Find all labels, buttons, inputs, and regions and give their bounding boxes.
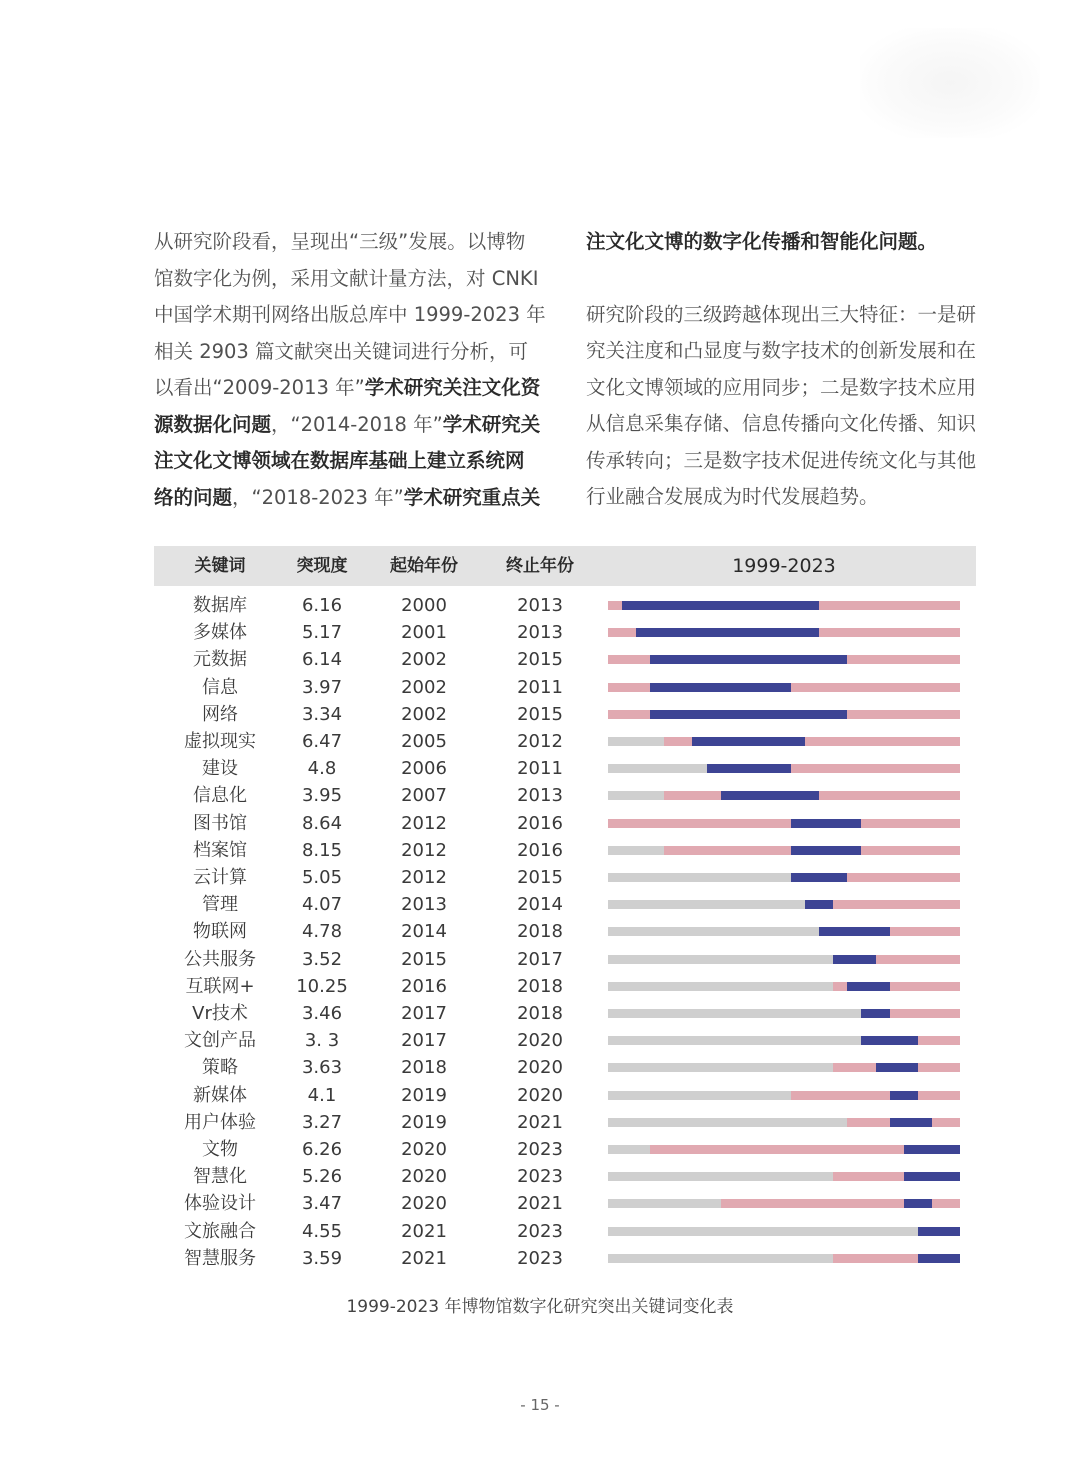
- left-line: [154, 407, 550, 444]
- table-row: [154, 1027, 976, 1054]
- end-year-cell: 2018: [517, 975, 563, 997]
- table-row: [154, 1245, 976, 1272]
- strength-cell: 6.47: [301, 731, 343, 752]
- strength-cell: 4.8: [307, 758, 337, 780]
- timeline-before-segment: [608, 1199, 721, 1208]
- timeline-active-segment: [890, 1009, 960, 1018]
- end-year-cell: 2015: [517, 867, 563, 888]
- keyword-cell: 信息化: [193, 785, 247, 807]
- end-year-cell: 2021: [517, 1111, 563, 1133]
- header-end-year: 终止年份: [506, 556, 574, 576]
- timeline-before-segment: [608, 1009, 861, 1018]
- timeline-active-segment: [664, 737, 692, 746]
- keyword-cell: 图书馆: [193, 812, 247, 834]
- right-bold-text: 注文化文博的数字化传播和智能化问题。: [586, 230, 938, 253]
- end-year-cell: 2016: [517, 812, 563, 834]
- burst-timeline-bar: [608, 1009, 960, 1018]
- burst-timeline-bar: [608, 955, 960, 964]
- end-year-cell: 2011: [517, 676, 563, 698]
- strength-cell: 5.26: [301, 1166, 343, 1188]
- burst-segment: [707, 764, 791, 773]
- end-year-cell: 2023: [517, 1166, 563, 1188]
- end-year-cell: 2023: [517, 1139, 563, 1160]
- timeline-active-segment: [805, 737, 960, 746]
- timeline-active-segment: [608, 628, 636, 637]
- timeline-active-segment: [833, 1172, 903, 1181]
- header-year-range: 1999-2023: [732, 555, 836, 577]
- strength-cell: 4.78: [301, 921, 343, 943]
- timeline-active-segment: [608, 710, 650, 719]
- strength-cell: 8.64: [301, 812, 343, 834]
- burst-timeline-bar: [608, 628, 960, 637]
- left-bold-text: 学术研究关: [442, 412, 541, 436]
- timeline-before-segment: [608, 1145, 650, 1154]
- corner-shade: [860, 28, 1040, 138]
- strength-cell: 10.25: [296, 975, 348, 997]
- strength-cell: 3.47: [301, 1193, 343, 1215]
- begin-year-cell: 2017: [401, 1003, 447, 1024]
- timeline-before-segment: [608, 955, 833, 964]
- strength-cell: 6.14: [301, 649, 343, 671]
- table-row: [154, 1082, 976, 1109]
- keyword-cell: 文旅融合: [184, 1220, 256, 1242]
- left-bold-text: 学术研究关注文化资: [364, 376, 541, 399]
- timeline-before-segment: [608, 846, 664, 855]
- table-row: [154, 1054, 976, 1081]
- burst-timeline-bar: [608, 683, 960, 692]
- burst-timeline-bar: [608, 764, 960, 773]
- begin-year-cell: 2012: [401, 812, 447, 834]
- burst-segment: [636, 628, 819, 637]
- left-line: 中国学术期刊网络出版总库中 1999-2023 年: [154, 303, 546, 326]
- timeline-before-segment: [608, 1118, 847, 1127]
- timeline-active-segment: [791, 683, 960, 692]
- timeline-active-segment: [608, 655, 650, 664]
- burst-segment: [904, 1145, 960, 1154]
- begin-year-cell: 2006: [401, 758, 447, 780]
- table-header: [154, 546, 976, 586]
- end-year-cell: 2011: [517, 758, 563, 780]
- table-row: [154, 1218, 976, 1245]
- left-bold-text: 注文化文博领域在数据库基础上建立系统网: [154, 449, 525, 472]
- timeline-before-segment: [608, 737, 664, 746]
- burst-timeline-bar: [608, 791, 960, 800]
- keyword-cell: 互联网+: [185, 975, 255, 997]
- strength-cell: 5.17: [301, 622, 343, 644]
- header-begin-year: 起始年份: [390, 556, 458, 576]
- burst-segment: [650, 655, 847, 664]
- keyword-cell: 体验设计: [184, 1193, 256, 1215]
- keyword-cell: 智慧服务: [184, 1247, 256, 1269]
- end-year-cell: 2013: [517, 595, 563, 616]
- burst-segment: [650, 710, 847, 719]
- table-row: [154, 973, 976, 1000]
- timeline-active-segment: [890, 927, 960, 936]
- timeline-active-segment: [876, 955, 960, 964]
- burst-timeline-bar: [608, 982, 960, 991]
- burst-segment: [791, 819, 861, 828]
- table-row: [154, 674, 976, 701]
- strength-cell: 3.95: [301, 785, 343, 807]
- begin-year-cell: 2016: [401, 975, 447, 997]
- end-year-cell: 2020: [517, 1057, 563, 1079]
- timeline-active-segment: [861, 819, 960, 828]
- left-text: ，“2014-2018 年”: [271, 412, 443, 436]
- begin-year-cell: 2012: [401, 867, 447, 888]
- keyword-cell: 文创产品: [184, 1030, 256, 1052]
- begin-year-cell: 2020: [401, 1139, 447, 1160]
- timeline-before-segment: [608, 927, 819, 936]
- burst-segment: [791, 873, 847, 882]
- keyword-cell: 多媒体: [193, 622, 247, 644]
- burst-timeline-bar: [608, 1199, 960, 1208]
- keyword-cell: 数据库: [193, 595, 247, 616]
- begin-year-cell: 2002: [401, 649, 447, 671]
- burst-timeline-bar: [608, 900, 960, 909]
- timeline-before-segment: [608, 982, 833, 991]
- burst-timeline-bar: [608, 655, 960, 664]
- burst-timeline-bar: [608, 873, 960, 882]
- end-year-cell: 2013: [517, 785, 563, 807]
- keyword-cell: 信息: [202, 676, 238, 698]
- begin-year-cell: 2021: [401, 1220, 447, 1242]
- burst-segment: [833, 955, 875, 964]
- burst-timeline-bar: [608, 1118, 960, 1127]
- burst-segment: [876, 1063, 918, 1072]
- timeline-active-segment: [819, 628, 960, 637]
- left-line: [154, 370, 550, 407]
- keyword-cell: 云计算: [193, 867, 247, 888]
- burst-timeline-bar: [608, 1172, 960, 1181]
- strength-cell: 3.46: [301, 1003, 343, 1024]
- burst-timeline-bar: [608, 819, 960, 828]
- keyword-cell: 公共服务: [184, 948, 256, 970]
- timeline-active-segment: [833, 1254, 917, 1263]
- header-strength: 突现度: [296, 556, 348, 576]
- burst-segment: [890, 1118, 932, 1127]
- burst-segment: [918, 1227, 960, 1236]
- timeline-active-segment: [918, 1036, 960, 1045]
- begin-year-cell: 2007: [401, 785, 447, 807]
- right-text-column: [586, 224, 982, 516]
- keyword-cell: 用户体验: [184, 1111, 256, 1133]
- left-line: [154, 480, 550, 517]
- begin-year-cell: 2013: [401, 894, 447, 916]
- strength-cell: 5.05: [301, 867, 343, 888]
- begin-year-cell: 2018: [401, 1057, 447, 1079]
- table-row: [154, 891, 976, 918]
- page-number: - 15 -: [520, 1396, 560, 1414]
- burst-segment: [622, 601, 819, 610]
- timeline-before-segment: [608, 873, 791, 882]
- table-row: [154, 837, 976, 864]
- left-bold-text: 源数据化问题: [154, 412, 272, 436]
- begin-year-cell: 2005: [401, 731, 447, 752]
- strength-cell: 6.16: [301, 595, 343, 616]
- left-line: 从研究阶段看，呈现出“三级”发展。以博物: [154, 230, 526, 253]
- begin-year-cell: 2001: [401, 622, 447, 644]
- keyword-cell: 虚拟现实: [184, 731, 256, 752]
- burst-timeline-bar: [608, 1145, 960, 1154]
- begin-year-cell: 2000: [401, 595, 447, 616]
- table-row: [154, 782, 976, 809]
- burst-segment: [847, 982, 889, 991]
- burst-segment: [721, 791, 820, 800]
- burst-timeline-bar: [608, 710, 960, 719]
- burst-timeline-bar: [608, 601, 960, 610]
- end-year-cell: 2023: [517, 1247, 563, 1269]
- right-line: [586, 224, 982, 261]
- strength-cell: 3.97: [301, 676, 343, 698]
- strength-cell: 3.63: [301, 1057, 343, 1079]
- keyword-cell: 智慧化: [193, 1166, 247, 1188]
- begin-year-cell: 2014: [401, 921, 447, 943]
- end-year-cell: 2020: [517, 1084, 563, 1106]
- keyword-cell: 档案馆: [193, 839, 247, 861]
- timeline-active-segment: [847, 710, 960, 719]
- keyword-cell: 元数据: [193, 649, 247, 671]
- left-bold-text: 络的问题: [154, 485, 233, 509]
- table-row: [154, 1109, 976, 1136]
- table-row: [154, 592, 976, 619]
- keyword-cell: 物联网: [193, 921, 247, 943]
- timeline-active-segment: [721, 1199, 904, 1208]
- begin-year-cell: 2021: [401, 1247, 447, 1269]
- burst-timeline-bar: [608, 846, 960, 855]
- timeline-active-segment: [861, 846, 960, 855]
- end-year-cell: 2018: [517, 921, 563, 943]
- end-year-cell: 2014: [517, 894, 563, 916]
- strength-cell: 3.52: [301, 948, 343, 970]
- end-year-cell: 2021: [517, 1193, 563, 1215]
- burst-timeline-bar: [608, 1227, 960, 1236]
- burst-segment: [918, 1254, 960, 1263]
- begin-year-cell: 2012: [401, 839, 447, 861]
- keyword-burst-table: [154, 546, 976, 1276]
- begin-year-cell: 2002: [401, 676, 447, 698]
- begin-year-cell: 2020: [401, 1193, 447, 1215]
- left-bold-text: 学术研究重点关: [403, 485, 541, 509]
- timeline-active-segment: [608, 683, 650, 692]
- timeline-before-segment: [608, 1172, 833, 1181]
- strength-cell: 4.55: [301, 1220, 343, 1242]
- table-caption: 1999-2023 年博物馆数字化研究突出关键词变化表: [346, 1297, 734, 1317]
- strength-cell: 3.59: [301, 1247, 343, 1269]
- timeline-active-segment: [819, 791, 960, 800]
- table-row: [154, 810, 976, 837]
- table-row: [154, 1136, 976, 1163]
- burst-timeline-bar: [608, 927, 960, 936]
- table-row: [154, 1163, 976, 1190]
- left-line: 馆数字化为例，采用文献计量方法，对 CNKI: [154, 266, 539, 290]
- table-row: [154, 728, 976, 755]
- timeline-active-segment: [650, 1145, 903, 1154]
- keyword-cell: 管理: [202, 894, 238, 916]
- keyword-cell: 策略: [202, 1057, 238, 1079]
- begin-year-cell: 2020: [401, 1166, 447, 1188]
- strength-cell: 4.1: [307, 1084, 337, 1106]
- timeline-active-segment: [890, 982, 960, 991]
- timeline-before-segment: [608, 1063, 833, 1072]
- timeline-active-segment: [791, 1091, 890, 1100]
- end-year-cell: 2015: [517, 703, 563, 725]
- timeline-active-segment: [664, 791, 720, 800]
- timeline-active-segment: [664, 846, 791, 855]
- end-year-cell: 2012: [517, 731, 563, 752]
- left-text: ，“2018-2023 年”: [232, 485, 404, 509]
- begin-year-cell: 2015: [401, 948, 447, 970]
- keyword-cell: 建设: [202, 758, 238, 780]
- timeline-before-segment: [608, 1036, 861, 1045]
- burst-timeline-bar: [608, 737, 960, 746]
- burst-timeline-bar: [608, 1063, 960, 1072]
- burst-segment: [692, 737, 805, 746]
- timeline-active-segment: [918, 1091, 960, 1100]
- timeline-before-segment: [608, 1254, 833, 1263]
- header-keyword: 关键词: [194, 556, 246, 576]
- left-line: [154, 443, 550, 480]
- table-row: [154, 918, 976, 945]
- timeline-before-segment: [608, 900, 805, 909]
- keyword-cell: Vr技术: [192, 1003, 248, 1024]
- timeline-active-segment: [819, 601, 960, 610]
- left-text-column: [154, 224, 550, 516]
- burst-timeline-bar: [608, 1036, 960, 1045]
- timeline-active-segment: [608, 601, 622, 610]
- timeline-before-segment: [608, 1091, 791, 1100]
- burst-timeline-bar: [608, 1091, 960, 1100]
- burst-segment: [904, 1199, 932, 1208]
- timeline-active-segment: [847, 655, 960, 664]
- burst-segment: [904, 1172, 960, 1181]
- end-year-cell: 2016: [517, 839, 563, 861]
- timeline-active-segment: [833, 982, 847, 991]
- strength-cell: 3.27: [301, 1111, 343, 1133]
- timeline-active-segment: [932, 1118, 960, 1127]
- left-line: 相关 2903 篇文献突出关键词进行分析，可: [154, 339, 529, 363]
- timeline-active-segment: [918, 1063, 960, 1072]
- begin-year-cell: 2019: [401, 1084, 447, 1106]
- timeline-before-segment: [608, 764, 707, 773]
- burst-segment: [861, 1036, 917, 1045]
- end-year-cell: 2017: [517, 948, 563, 970]
- burst-segment: [650, 683, 791, 692]
- end-year-cell: 2020: [517, 1030, 563, 1052]
- table-row: [154, 755, 976, 782]
- end-year-cell: 2015: [517, 649, 563, 671]
- begin-year-cell: 2002: [401, 703, 447, 725]
- table-row: [154, 1000, 976, 1027]
- begin-year-cell: 2019: [401, 1111, 447, 1133]
- right-paragraph: 研究阶段的三级跨越体现出三大特征：一是研究关注度和凸显度与数字技术的创新发展和在文化文博领域的应用同步；二是数字技术应用从信息采集存储、信息传播向文化传播、知识传承转向；三是数字技术促进传统文化与其他行业融合发展成为时代发展趋势。: [586, 302, 977, 508]
- timeline-active-segment: [847, 873, 960, 882]
- keyword-cell: 文物: [202, 1139, 238, 1160]
- burst-timeline-bar: [608, 1254, 960, 1263]
- timeline-before-segment: [608, 1227, 918, 1236]
- end-year-cell: 2023: [517, 1220, 563, 1242]
- table-row: [154, 946, 976, 973]
- burst-segment: [791, 846, 861, 855]
- keyword-cell: 网络: [202, 703, 238, 725]
- burst-segment: [861, 1009, 889, 1018]
- table-row: [154, 646, 976, 673]
- timeline-active-segment: [932, 1199, 960, 1208]
- strength-cell: 8.15: [301, 839, 343, 861]
- left-text: 以看出“2009-2013 年”: [154, 376, 365, 399]
- burst-segment: [890, 1091, 918, 1100]
- timeline-active-segment: [847, 1118, 889, 1127]
- table-row: [154, 864, 976, 891]
- strength-cell: 3.34: [301, 703, 343, 725]
- timeline-active-segment: [833, 1063, 875, 1072]
- end-year-cell: 2018: [517, 1003, 563, 1024]
- begin-year-cell: 2017: [401, 1030, 447, 1052]
- timeline-active-segment: [608, 819, 791, 828]
- strength-cell: 3. 3: [304, 1030, 340, 1052]
- timeline-before-segment: [608, 791, 664, 800]
- end-year-cell: 2013: [517, 622, 563, 644]
- burst-segment: [805, 900, 833, 909]
- table-row: [154, 1190, 976, 1217]
- strength-cell: 4.07: [301, 894, 343, 916]
- table-row: [154, 619, 976, 646]
- timeline-active-segment: [791, 764, 960, 773]
- timeline-active-segment: [833, 900, 960, 909]
- keyword-cell: 新媒体: [193, 1084, 247, 1106]
- table-row: [154, 701, 976, 728]
- strength-cell: 6.26: [301, 1139, 343, 1160]
- burst-segment: [819, 927, 889, 936]
